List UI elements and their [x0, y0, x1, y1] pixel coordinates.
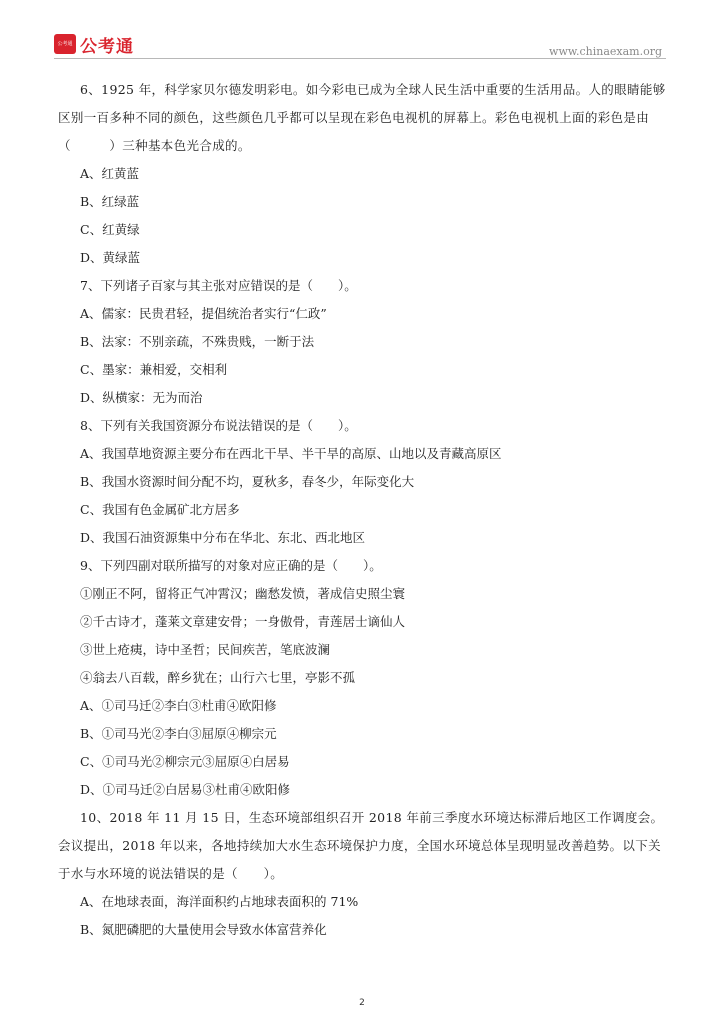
question-9-option-d: D、①司马迁②白居易③杜甫④欧阳修 [80, 782, 291, 797]
question-7-option-a: A、儒家：民贵君轻，提倡统治者实行“仁政” [80, 306, 327, 321]
question-8-option-b: B、我国水资源时间分配不均，夏秋多，春冬少，年际变化大 [80, 474, 415, 489]
logo-text: 公考通 [80, 36, 134, 57]
logo-badge-icon: 公考通 [54, 34, 76, 54]
document-body [58, 76, 668, 944]
question-9-option-a: A、①司马迁②李白③杜甫④欧阳修 [80, 698, 277, 713]
site-url[interactable]: www.chinaexam.org [549, 45, 662, 58]
question-6-option-a: A、红黄蓝 [80, 166, 140, 181]
question-9-text: 9、下列四副对联所描写的对象对应正确的是（ ）。 [80, 558, 382, 573]
question-8-text: 8、下列有关我国资源分布说法错误的是（ ）。 [80, 418, 357, 433]
question-7-option-c: C、墨家：兼相爱，交相利 [80, 362, 228, 377]
question-6-option-b: B、红绿蓝 [80, 194, 140, 209]
question-7-option-d: D、纵横家：无为而治 [80, 390, 203, 405]
question-9-item-3: ③世上疮痍，诗中圣哲；民间疾苦，笔底波澜 [80, 642, 331, 657]
question-9-option-c: C、①司马光②柳宗元③屈原④白居易 [80, 754, 290, 769]
page-header [0, 0, 724, 62]
question-6-text: 6、1925 年，科学家贝尔德发明彩电。如今彩电已成为全球人民生活中重要的生活用品。人的眼睛能够区别一百多种不同的颜色，这些颜色几乎都可以呈现在彩色电视机的屏幕上。彩色电视机上面的彩色是由（ ）三种基本色光合成的。 [58, 82, 666, 153]
question-9-option-b: B、①司马光②李白③屈原④柳宗元 [80, 726, 277, 741]
question-9-item-1: ①刚正不阿，留将正气冲霄汉；幽愁发愤，著成信史照尘寰 [80, 586, 406, 601]
question-10-option-b: B、氮肥磷肥的大量使用会导致水体富营养化 [80, 922, 327, 937]
question-7-option-b: B、法家：不别亲疏，不殊贵贱，一断于法 [80, 334, 315, 349]
question-7-text: 7、下列诸子百家与其主张对应错误的是（ ）。 [80, 278, 357, 293]
page-number: 2 [359, 998, 365, 1008]
question-8-option-d: D、我国石油资源集中分布在华北、东北、西北地区 [80, 530, 366, 545]
question-8-option-a: A、我国草地资源主要分布在西北干旱、半干旱的高原、山地以及青藏高原区 [80, 446, 502, 461]
header-divider [54, 58, 666, 59]
question-6-option-d: D、黄绿蓝 [80, 250, 141, 265]
question-10-option-a: A、在地球表面，海洋面积约占地球表面积的 71% [80, 894, 359, 909]
question-8-option-c: C、我国有色金属矿北方居多 [80, 502, 240, 517]
question-6-option-c: C、红黄绿 [80, 222, 140, 237]
question-9-item-2: ②千古诗才，蓬莱文章建安骨；一身傲骨，青莲居士谪仙人 [80, 614, 406, 629]
site-logo[interactable] [54, 33, 134, 55]
question-10-text: 10、2018 年 11 月 15 日，生态环境部组织召开 2018 年前三季度水环境达标滞后地区工作调度会。会议提出，2018 年以来，各地持续加大水生态环境保护力度，全国水环境总体呈现明显改善趋势。以下关于水与水环境的说法错误的是（ ）。 [58, 810, 664, 881]
question-9-item-4: ④翁去八百载，醉乡犹在；山行六七里，亭影不孤 [80, 670, 356, 685]
